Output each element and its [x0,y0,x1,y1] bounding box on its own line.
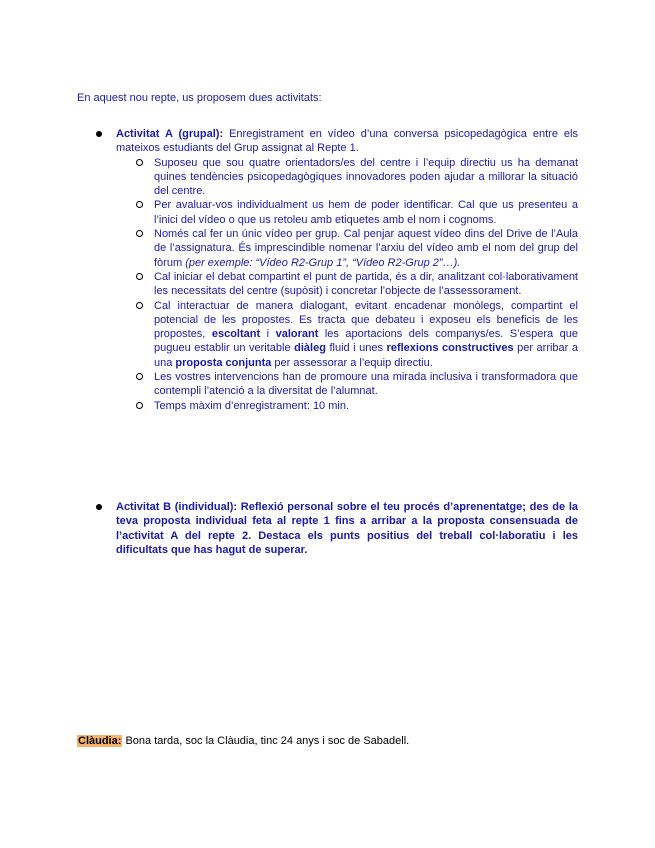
sub-list-item [154,227,578,270]
sub-list-item [154,270,578,299]
emphasis-text: proposta conjunta [175,356,272,369]
emphasis-text: escoltant [211,328,261,341]
activity-b-description: Reflexió personal sobre el teu procés d’aprenentatge; des de la teva proposta individual feta al repte 1 fins a arribar a la proposta consensuada de l’activitat A del repte 2. Destaca els punts positius del treball col·laboratiu i les dificultats que has hagut de superar. [116,501,578,556]
sub-list-item [154,299,578,370]
item-text: fluid i unes [325,342,387,355]
item-text: Per avaluar-vos individualment us hem de poder identificar. Cal que us presenteu a l’inici del vídeo o que us retoleu amb etiquetes amb el nom i cognoms. [154,199,578,226]
circle-bullet-icon [136,159,143,166]
emphasis-text: diàleg [294,342,326,355]
item-text: per assessorar a l’equip directiu. [271,356,433,369]
sub-list-item [154,156,578,199]
item-text: per arribar a una [154,342,578,369]
activity-a [78,127,578,413]
circle-bullet-icon [136,273,143,280]
activity-b-text [116,500,578,557]
circle-bullet-icon [136,373,143,380]
circle-bullet-icon [136,402,143,409]
circle-bullet-icon [136,201,143,208]
dialogue-line [77,734,409,748]
item-text: Només cal fer un únic vídeo per grup. Cal penjar aquest vídeo dins del Drive de l’Aula de l’assignatura. És imprescindible nomenar l’arxiu del vídeo amb el nom del grup del fòrum [154,228,578,269]
circle-bullet-icon [136,230,143,237]
activity-b-title: Activitat B (individual): [116,501,238,513]
intro-paragraph: En aquest nou repte, us proposem dues activitats: [77,92,322,104]
activity-a-sub-list [154,156,578,413]
item-text: les aportacions dels companys/es. S’espera que pugueu establir un veritable [154,328,579,355]
bullet-icon [96,504,102,510]
emphasis-text: valorant [275,328,319,341]
activity-b [78,500,578,557]
bullet-icon [96,131,102,137]
sub-list-item [154,399,578,413]
circle-bullet-icon [136,302,143,309]
dialogue-text: Bona tarda, soc la Clàudia, tinc 24 anys i soc de Sabadell. [122,735,410,747]
example-text: (per exemple: “Vídeo R2-Grup 1”, “Vídeo R2-Grup 2”…). [185,256,461,269]
emphasis-text: reflexions constructives [386,342,514,355]
activity-a-description: Enregistrament en vídeo d’una conversa psicopedagògica entre els mateixos estudiants del Grup assignat al Repte 1. [116,128,578,155]
sub-list-item [154,198,578,227]
item-text: Les vostres intervencions han de promoure una mirada inclusiva i transformadora que contempli l’atenció a la diversitat de l’alumnat. [154,371,578,398]
item-text: Cal iniciar el debat compartint el punt de partida, és a dir, analitzant col·laborativament les necessitats del centre (supòsit) i concretar l’objecte de l’assessorament. [154,270,578,298]
item-text: Suposeu que sou quatre orientadors/es del centre i l’equip directiu us ha demanat quines tendències psicopedagògiques innovadores poden ajudar a millorar la situació del centre. [154,156,578,198]
item-text: i [260,328,276,341]
item-text: Temps màxim d’enregistrament: 10 min. [154,399,350,412]
speaker-label: Clàudia: [78,735,122,747]
activity-a-title: Activitat A (grupal): [116,128,224,140]
activity-a-text [116,127,578,156]
sub-list-item [154,370,578,399]
item-text: Cal interactuar de manera dialogant, evitant encadenar monòlegs, compartint el potencial de les propostes. Es tracta que debateu i exposeu els beneficis de les propostes, [154,299,578,341]
